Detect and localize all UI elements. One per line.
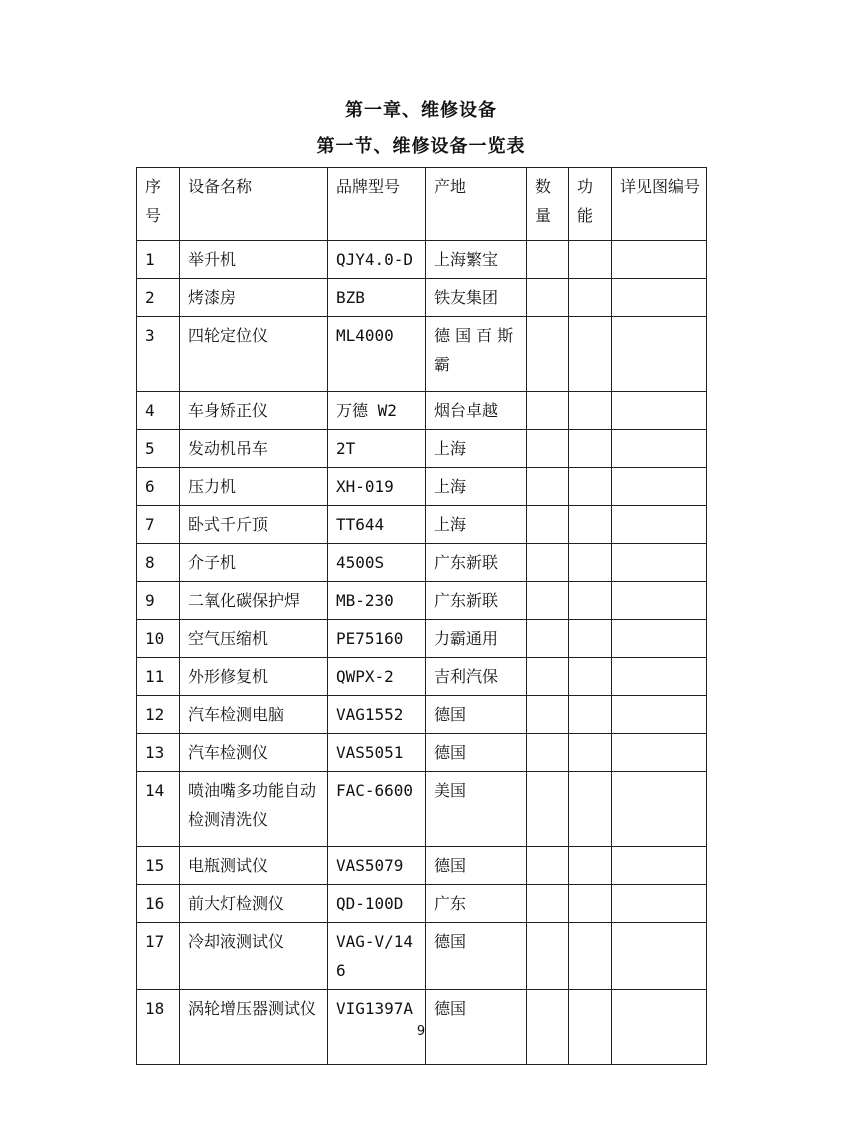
cell-model: QWPX-2 [328, 658, 426, 696]
cell-seq: 18 [137, 990, 180, 1065]
table-row [137, 582, 707, 620]
table-row [137, 620, 707, 658]
cell-drawing [612, 734, 707, 772]
cell-model: 万德 W2 [328, 392, 426, 430]
cell-seq: 1 [137, 241, 180, 279]
cell-qty [527, 885, 569, 923]
cell-name: 喷油嘴多功能自动检测清洗仪 [180, 772, 328, 847]
cell-seq: 15 [137, 847, 180, 885]
cell-model: VAS5051 [328, 734, 426, 772]
cell-drawing [612, 658, 707, 696]
cell-origin: 吉利汽保 [426, 658, 527, 696]
cell-origin: 上海 [426, 430, 527, 468]
cell-origin: 上海繁宝 [426, 241, 527, 279]
cell-origin: 力霸通用 [426, 620, 527, 658]
cell-model: XH-019 [328, 468, 426, 506]
cell-origin: 美国 [426, 772, 527, 847]
table-row [137, 658, 707, 696]
cell-origin: 德国 [426, 990, 527, 1065]
cell-origin: 上海 [426, 468, 527, 506]
cell-function [569, 430, 612, 468]
cell-seq: 3 [137, 317, 180, 392]
cell-seq: 7 [137, 506, 180, 544]
table-header-row [137, 168, 707, 241]
table-row [137, 847, 707, 885]
cell-origin: 德国 [426, 847, 527, 885]
cell-name: 卧式千斤顶 [180, 506, 328, 544]
table-row [137, 885, 707, 923]
cell-function [569, 544, 612, 582]
page-number: 9 [416, 1024, 426, 1039]
cell-seq: 8 [137, 544, 180, 582]
cell-model: VAG-V/146 [328, 923, 426, 990]
cell-name: 电瓶测试仪 [180, 847, 328, 885]
cell-origin: 铁友集团 [426, 279, 527, 317]
header-qty: 数量 [527, 168, 569, 241]
cell-name: 介子机 [180, 544, 328, 582]
cell-drawing [612, 923, 707, 990]
table-body [137, 241, 707, 1065]
cell-qty [527, 620, 569, 658]
cell-drawing [612, 544, 707, 582]
cell-qty [527, 506, 569, 544]
cell-origin: 广东新联 [426, 582, 527, 620]
cell-seq: 5 [137, 430, 180, 468]
cell-name: 冷却液测试仪 [180, 923, 328, 990]
cell-model: BZB [328, 279, 426, 317]
cell-qty [527, 468, 569, 506]
section-title: 第一节、维修设备一览表 [316, 136, 526, 157]
cell-qty [527, 772, 569, 847]
equipment-table [136, 167, 707, 1065]
cell-function [569, 923, 612, 990]
cell-drawing [612, 392, 707, 430]
cell-name: 车身矫正仪 [180, 392, 328, 430]
cell-name: 汽车检测仪 [180, 734, 328, 772]
cell-model: PE75160 [328, 620, 426, 658]
cell-function [569, 847, 612, 885]
cell-model: TT644 [328, 506, 426, 544]
cell-origin: 广东 [426, 885, 527, 923]
table-row [137, 506, 707, 544]
cell-origin: 广东新联 [426, 544, 527, 582]
cell-name: 汽车检测电脑 [180, 696, 328, 734]
cell-name: 二氧化碳保护焊 [180, 582, 328, 620]
cell-drawing [612, 279, 707, 317]
cell-seq: 4 [137, 392, 180, 430]
cell-origin: 烟台卓越 [426, 392, 527, 430]
cell-name: 外形修复机 [180, 658, 328, 696]
cell-qty [527, 392, 569, 430]
header-name: 设备名称 [180, 168, 328, 241]
cell-drawing [612, 468, 707, 506]
cell-function [569, 279, 612, 317]
cell-model: VIG1397A [328, 990, 426, 1065]
cell-qty [527, 658, 569, 696]
cell-model: ML4000 [328, 317, 426, 392]
cell-qty [527, 317, 569, 392]
cell-name: 压力机 [180, 468, 328, 506]
chapter-title: 第一章、维修设备 [345, 100, 497, 121]
cell-function [569, 620, 612, 658]
cell-drawing [612, 847, 707, 885]
cell-drawing [612, 620, 707, 658]
cell-name: 涡轮增压器测试仪 [180, 990, 328, 1065]
table-row [137, 241, 707, 279]
cell-function [569, 468, 612, 506]
table-row [137, 392, 707, 430]
cell-seq: 14 [137, 772, 180, 847]
header-origin: 产地 [426, 168, 527, 241]
table-row [137, 317, 707, 392]
cell-drawing [612, 696, 707, 734]
cell-drawing [612, 582, 707, 620]
cell-function [569, 506, 612, 544]
cell-qty [527, 430, 569, 468]
table-row [137, 734, 707, 772]
cell-model: 2T [328, 430, 426, 468]
cell-function [569, 696, 612, 734]
cell-function [569, 582, 612, 620]
cell-model: MB-230 [328, 582, 426, 620]
cell-qty [527, 923, 569, 990]
cell-function [569, 317, 612, 392]
cell-seq: 2 [137, 279, 180, 317]
cell-name: 前大灯检测仪 [180, 885, 328, 923]
cell-seq: 13 [137, 734, 180, 772]
cell-model: VAG1552 [328, 696, 426, 734]
table-row [137, 696, 707, 734]
cell-function [569, 658, 612, 696]
cell-seq: 12 [137, 696, 180, 734]
table-row [137, 923, 707, 990]
cell-function [569, 885, 612, 923]
cell-drawing [612, 772, 707, 847]
header-drawing: 详见图编号 [612, 168, 707, 241]
cell-model: QD-100D [328, 885, 426, 923]
cell-qty [527, 582, 569, 620]
cell-seq: 16 [137, 885, 180, 923]
cell-drawing [612, 506, 707, 544]
cell-origin: 德国 [426, 734, 527, 772]
cell-origin: 德 国 百 斯 霸 [426, 317, 527, 392]
cell-model: FAC-6600 [328, 772, 426, 847]
cell-function [569, 772, 612, 847]
table-row [137, 772, 707, 847]
header-function: 功能 [569, 168, 612, 241]
cell-seq: 9 [137, 582, 180, 620]
cell-qty [527, 847, 569, 885]
cell-name: 空气压缩机 [180, 620, 328, 658]
cell-drawing [612, 317, 707, 392]
header-model: 品牌型号 [328, 168, 426, 241]
cell-qty [527, 544, 569, 582]
cell-function [569, 392, 612, 430]
table-row [137, 468, 707, 506]
cell-name: 发动机吊车 [180, 430, 328, 468]
cell-drawing [612, 241, 707, 279]
cell-qty [527, 696, 569, 734]
table-row [137, 544, 707, 582]
cell-seq: 11 [137, 658, 180, 696]
cell-model: 4500S [328, 544, 426, 582]
cell-seq: 10 [137, 620, 180, 658]
cell-qty [527, 241, 569, 279]
cell-function [569, 734, 612, 772]
header-seq: 序号 [137, 168, 180, 241]
cell-name: 举升机 [180, 241, 328, 279]
cell-name: 烤漆房 [180, 279, 328, 317]
cell-function [569, 241, 612, 279]
cell-qty [527, 279, 569, 317]
cell-drawing [612, 885, 707, 923]
cell-origin: 上海 [426, 506, 527, 544]
cell-seq: 17 [137, 923, 180, 990]
cell-drawing [612, 430, 707, 468]
cell-origin: 德国 [426, 696, 527, 734]
cell-origin: 德国 [426, 923, 527, 990]
cell-seq: 6 [137, 468, 180, 506]
cell-name: 四轮定位仪 [180, 317, 328, 392]
table-row [137, 430, 707, 468]
cell-model: QJY4.0-D [328, 241, 426, 279]
cell-qty [527, 734, 569, 772]
cell-model: VAS5079 [328, 847, 426, 885]
table-row [137, 279, 707, 317]
